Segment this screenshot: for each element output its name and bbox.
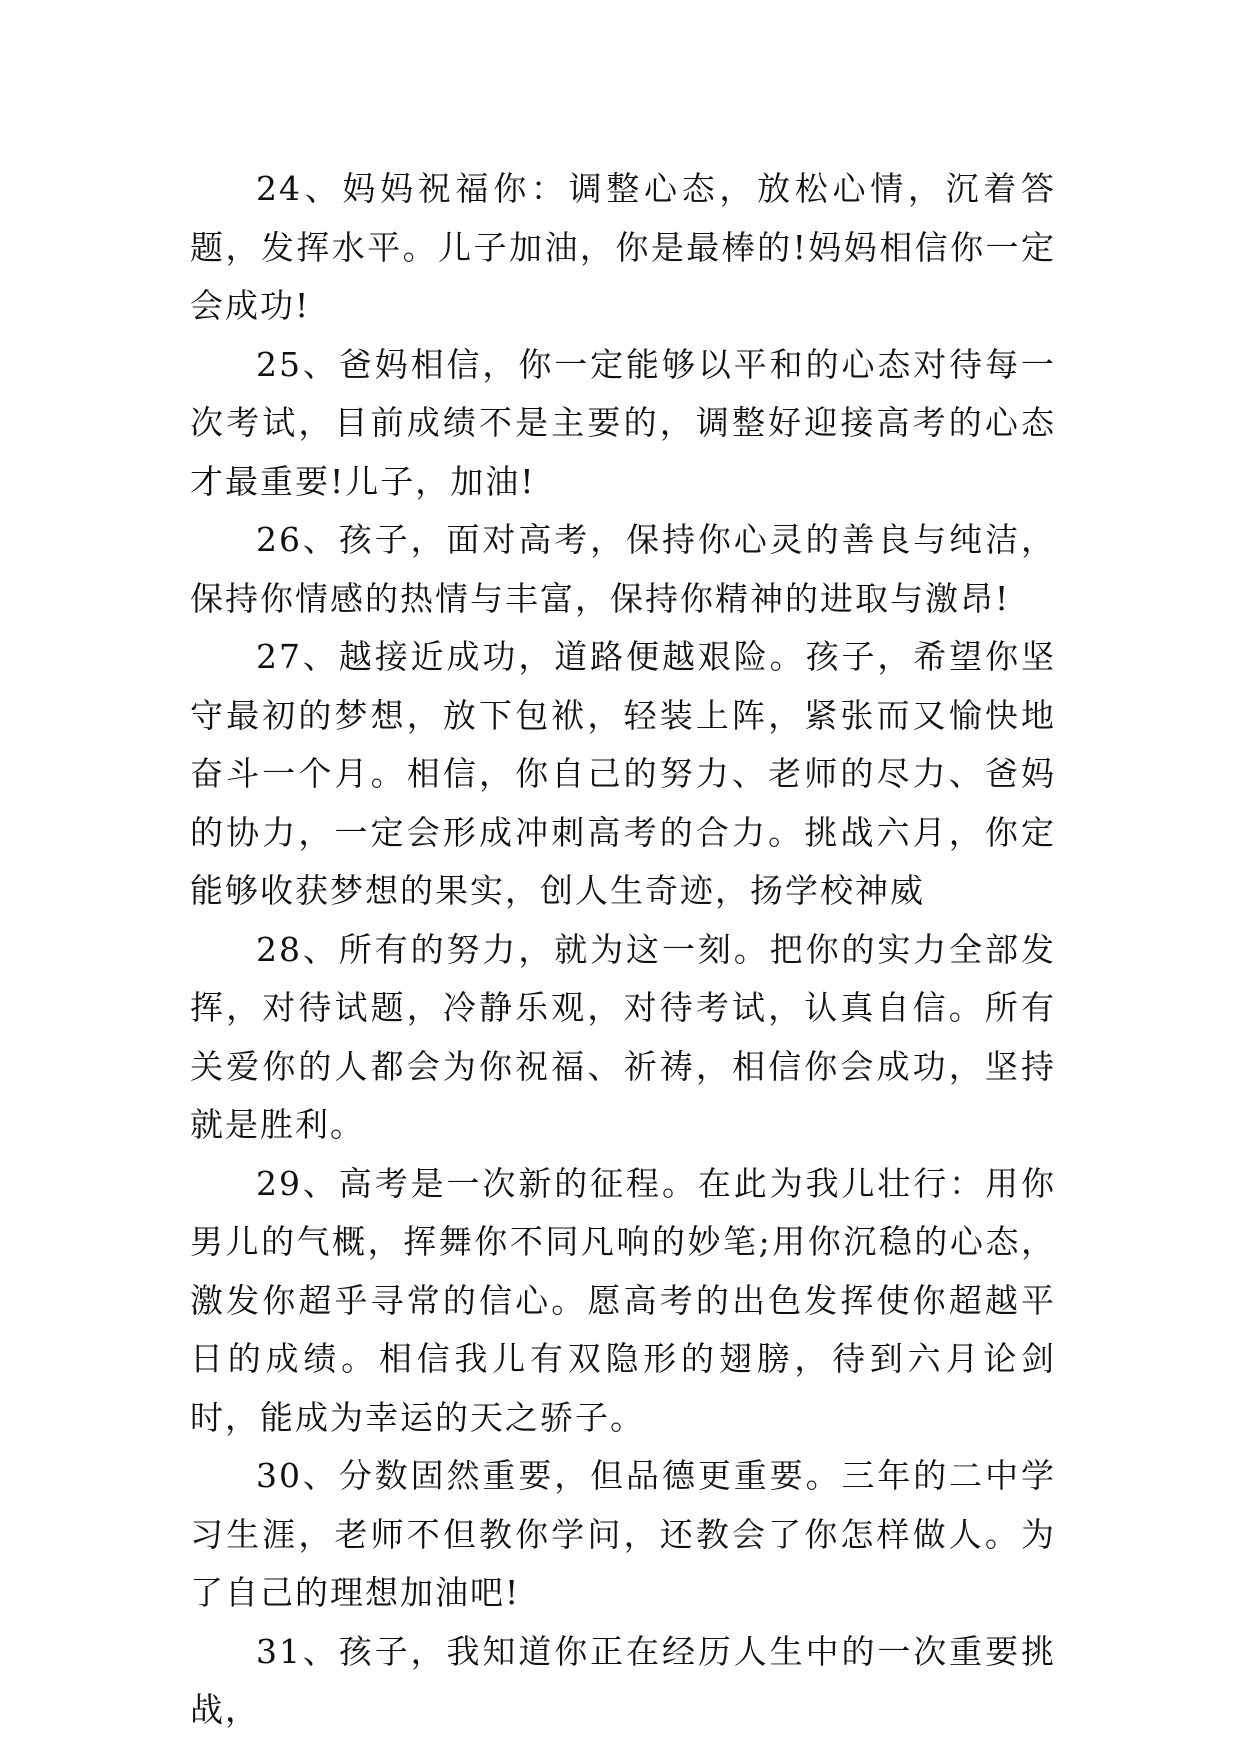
- paragraph-26: 26、孩子，面对高考，保持你心灵的善良与纯洁，保持你情感的热情与丰富，保持你精神的进取与激昂!: [190, 520, 1056, 618]
- paragraph-31: 31、孩子，我知道你正在经历人生中的一次重要挑战，: [190, 1631, 1056, 1729]
- paragraph-24: 24、妈妈祝福你：调整心态，放松心情，沉着答题，发挥水平。儿子加油，你是最棒的!妈妈相信你一定会成功!: [190, 169, 1056, 325]
- paragraph-28: 28、所有的努力，就为这一刻。把你的实力全部发挥，对待试题，冷静乐观，对待考试，认真自信。所有关爱你的人都会为你祝福、祈祷，相信你会成功，坚持就是胜利。: [190, 929, 1056, 1144]
- paragraph-30: 30、分数固然重要，但品德更重要。三年的二中学习生涯，老师不但教你学问，还教会了你怎样做人。为了自己的理想加油吧!: [190, 1456, 1056, 1612]
- paragraph-27: 27、越接近成功，道路便越艰险。孩子，希望你坚守最初的梦想，放下包袱，轻装上阵，紧张而又愉快地奋斗一个月。相信，你自己的努力、老师的尽力、爸妈的协力，一定会形成冲刺高考的合力。挑战六月，你定能够收获梦想的果实，创人生奇迹，扬学校神威: [190, 637, 1056, 910]
- paragraph-25: 25、爸妈相信，你一定能够以平和的心态对待每一次考试，目前成绩不是主要的，调整好迎接高考的心态才最重要!儿子，加油!: [190, 344, 1056, 501]
- document-body: [190, 160, 1056, 1740]
- paragraph-29: 29、高考是一次新的征程。在此为我儿壮行：用你男儿的气概，挥舞你不同凡响的妙笔;用你沉稳的心态，激发你超乎寻常的信心。愿高考的出色发挥使你超越平日的成绩。相信我儿有双隐形的翅膀，待到六月论剑时，能成为幸运的天之骄子。: [190, 1163, 1056, 1437]
